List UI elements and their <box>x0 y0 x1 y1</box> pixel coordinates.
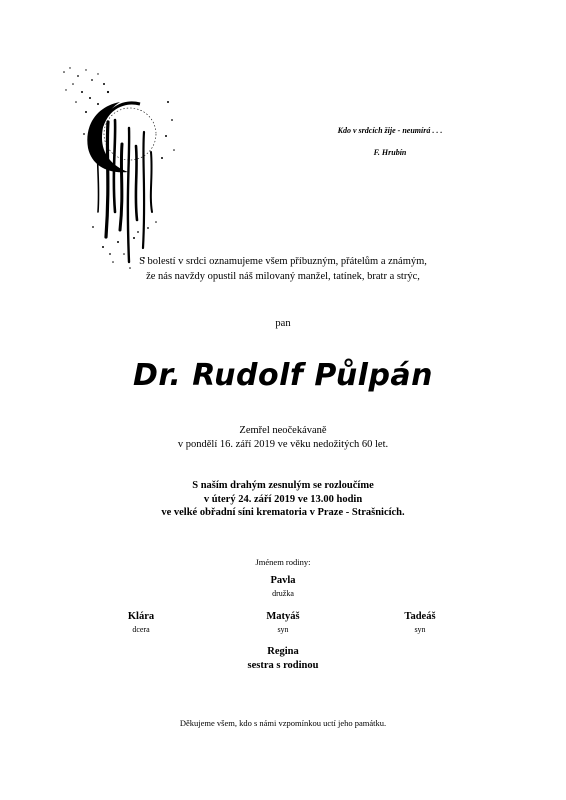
motto-text: Kdo v srdcích žije - neumírá . . . <box>337 126 443 135</box>
family-member <box>81 610 201 635</box>
family-member-name: Regina <box>267 646 299 657</box>
family-member-role: dcera <box>132 625 150 634</box>
motto-author: F. Hrubín <box>373 148 407 157</box>
family-member-role: syn <box>414 625 426 634</box>
thanks-note: Děkujeme všem, kdo s námi vzpomínkou uctí jeho památku. <box>179 718 387 728</box>
funeral-info <box>0 479 566 520</box>
family-member-role: družka <box>272 589 294 598</box>
family-member <box>360 610 480 635</box>
motto-quote <box>290 124 490 159</box>
death-info <box>0 424 566 452</box>
farewell-line-2: v úterý 24. září 2019 ve 13.00 hodin <box>203 493 363 505</box>
intro-line-1: S bolestí v srdci oznamujeme všem příbuzným, přátelům a známým, <box>139 256 427 267</box>
announcement-intro <box>0 254 566 284</box>
family-member-name: Klára <box>127 611 155 622</box>
family-member <box>223 645 343 673</box>
death-line-1: Zemřel neočekávaně <box>239 425 327 436</box>
family-member-role: syn <box>277 625 289 634</box>
family-member <box>223 610 343 635</box>
deceased-name: Dr. Rudolf Půlpán <box>132 358 434 393</box>
family-member-name: Matyáš <box>266 611 300 622</box>
farewell-line-1: S naším drahým zesnulým se rozloučíme <box>192 480 374 491</box>
family-member <box>223 574 343 599</box>
family-member-name: Pavla <box>270 575 296 586</box>
family-member-name: Tadeáš <box>404 611 436 622</box>
farewell-line-3: ve velké obřadní síni krematoria v Praze - Strašnicích. <box>161 507 405 518</box>
family-intro: Jménem rodiny: <box>255 557 311 567</box>
family-member-role: sestra s rodinou <box>247 660 319 671</box>
moon-ornament-image <box>58 62 178 272</box>
honorific: pan <box>275 318 291 329</box>
death-line-2: v pondělí 16. září 2019 ve věku nedožitých 60 let. <box>177 439 389 450</box>
intro-line-2: že nás navždy opustil náš milovaný manžel, tatínek, bratr a strýc, <box>146 271 420 282</box>
